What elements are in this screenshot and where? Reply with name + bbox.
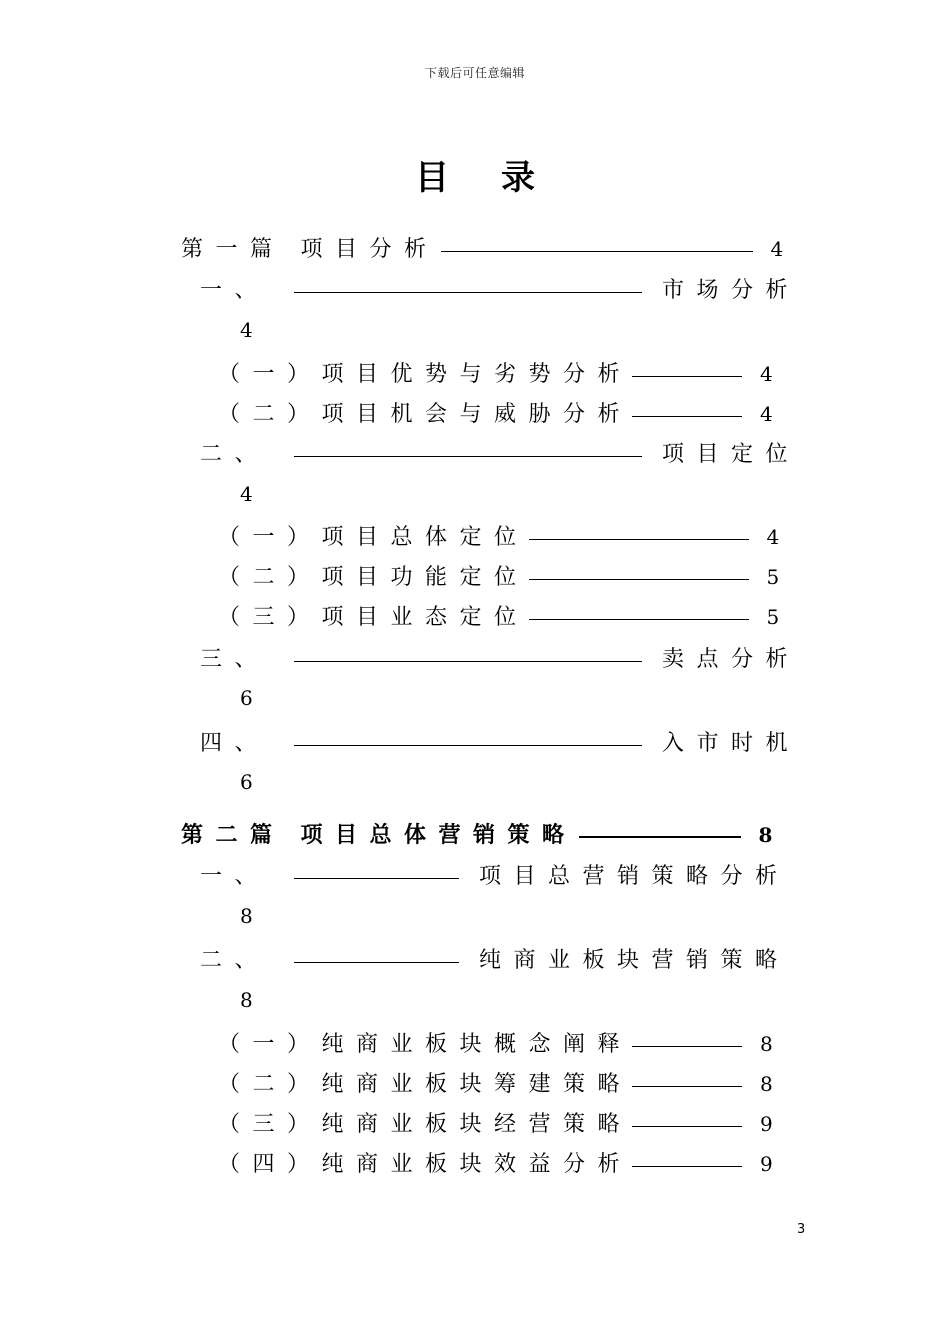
toc-entry-label: 第一篇	[181, 237, 285, 262]
toc-entry-page: 9	[760, 1152, 773, 1176]
toc-entry-label: 一、	[200, 278, 270, 303]
dot-leader	[294, 878, 459, 879]
toc-entry-section[interactable]	[218, 397, 773, 427]
toc-entry-title: 纯商业板块概念阐释	[321, 1032, 633, 1057]
toc-entry-title: 项目分析	[300, 237, 439, 262]
dot-leader	[632, 1126, 742, 1127]
toc-entry-section[interactable]	[218, 520, 779, 550]
toc-entry-chapter[interactable]	[200, 943, 790, 973]
toc-entry-label: （一）	[218, 1032, 322, 1057]
toc-entry-page: 4	[766, 525, 780, 549]
toc-entry-title: 项目机会与威胁分析	[321, 402, 633, 427]
toc-entry-label: （三）	[218, 1112, 322, 1137]
toc-entry-page: 4	[760, 402, 773, 426]
toc-entry-label: （一）	[218, 362, 322, 387]
page-number: 3	[797, 1222, 806, 1237]
dot-leader	[294, 456, 642, 457]
toc-entry-label: （二）	[218, 1072, 322, 1097]
toc-entry-title: 入市时机	[662, 731, 801, 756]
toc-entry-title: 卖点分析	[662, 647, 801, 672]
toc-entry-chapter[interactable]	[200, 642, 800, 672]
toc-entry-section[interactable]	[218, 560, 779, 590]
toc-entry-page: 5	[766, 605, 780, 629]
dot-leader	[294, 745, 642, 746]
toc-entry-part-2[interactable]	[181, 818, 772, 848]
toc-entry-label: 第二篇	[181, 823, 285, 848]
toc-entry-section[interactable]	[218, 600, 779, 630]
toc-entry-page: 8	[760, 1032, 773, 1056]
toc-entry-label: 一、	[200, 864, 270, 889]
toc-entry-label: （二）	[218, 402, 322, 427]
toc-entry-page: 9	[760, 1112, 773, 1136]
toc-entry-page: 4	[240, 318, 253, 342]
toc-entry-page: 4	[760, 362, 773, 386]
toc-entry-title: 纯商业板块筹建策略	[321, 1072, 633, 1097]
dot-leader	[579, 836, 741, 838]
dot-leader	[632, 1166, 742, 1167]
toc-entry-page: 8	[240, 904, 253, 928]
toc-entry-title: 项目总体定位	[321, 525, 529, 550]
toc-entry-title: 项目定位	[662, 442, 801, 467]
toc-entry-page: 6	[240, 770, 253, 794]
toc-entry-chapter[interactable]	[200, 726, 800, 756]
toc-entry-section[interactable]	[218, 1147, 773, 1177]
page-header: 下载后可任意编辑	[424, 66, 525, 80]
dot-leader	[632, 1046, 742, 1047]
toc-title: 目录	[415, 158, 587, 198]
toc-entry-title: 纯商业板块营销策略	[479, 948, 790, 973]
toc-entry-section[interactable]	[218, 357, 773, 387]
toc-entry-chapter[interactable]	[200, 437, 800, 467]
dot-leader	[529, 619, 749, 620]
dot-leader	[529, 539, 749, 540]
toc-entry-page: 4	[770, 237, 784, 261]
toc-entry-label: 二、	[200, 442, 270, 467]
toc-entry-part-1[interactable]	[181, 232, 783, 262]
toc-entry-title: 项目业态定位	[321, 605, 529, 630]
toc-entry-label: （一）	[218, 525, 322, 550]
dot-leader	[294, 661, 642, 662]
toc-entry-page: 8	[240, 988, 253, 1012]
toc-entry-page: 8	[758, 823, 773, 847]
toc-entry-label: 二、	[200, 948, 270, 973]
toc-entry-label: 三、	[200, 647, 270, 672]
dot-leader	[294, 292, 642, 293]
toc-entry-page: 4	[240, 482, 253, 506]
toc-entry-chapter[interactable]	[200, 859, 790, 889]
toc-entry-section[interactable]	[218, 1067, 773, 1097]
toc-entry-label: （二）	[218, 565, 322, 590]
dot-leader	[632, 416, 742, 417]
dot-leader	[632, 376, 742, 377]
toc-entry-title: 项目功能定位	[321, 565, 529, 590]
toc-entry-title: 市场分析	[662, 278, 801, 303]
dot-leader	[441, 251, 753, 252]
toc-entry-label: （三）	[218, 605, 322, 630]
toc-entry-chapter[interactable]	[200, 273, 800, 303]
toc-entry-title: 纯商业板块效益分析	[321, 1152, 633, 1177]
toc-entry-page: 6	[240, 686, 253, 710]
toc-entry-label: 四、	[200, 731, 270, 756]
toc-entry-section[interactable]	[218, 1107, 773, 1137]
dot-leader	[632, 1086, 742, 1087]
dot-leader	[529, 579, 749, 580]
toc-entry-title: 项目总体营销策略	[300, 823, 577, 848]
toc-entry-title: 纯商业板块经营策略	[321, 1112, 633, 1137]
toc-entry-label: （四）	[218, 1152, 322, 1177]
dot-leader	[294, 962, 459, 963]
toc-entry-title: 项目优势与劣势分析	[321, 362, 633, 387]
toc-entry-title: 项目总营销策略分析	[479, 864, 790, 889]
toc-entry-page: 5	[766, 565, 780, 589]
toc-entry-page: 8	[760, 1072, 773, 1096]
toc-entry-section[interactable]	[218, 1027, 773, 1057]
